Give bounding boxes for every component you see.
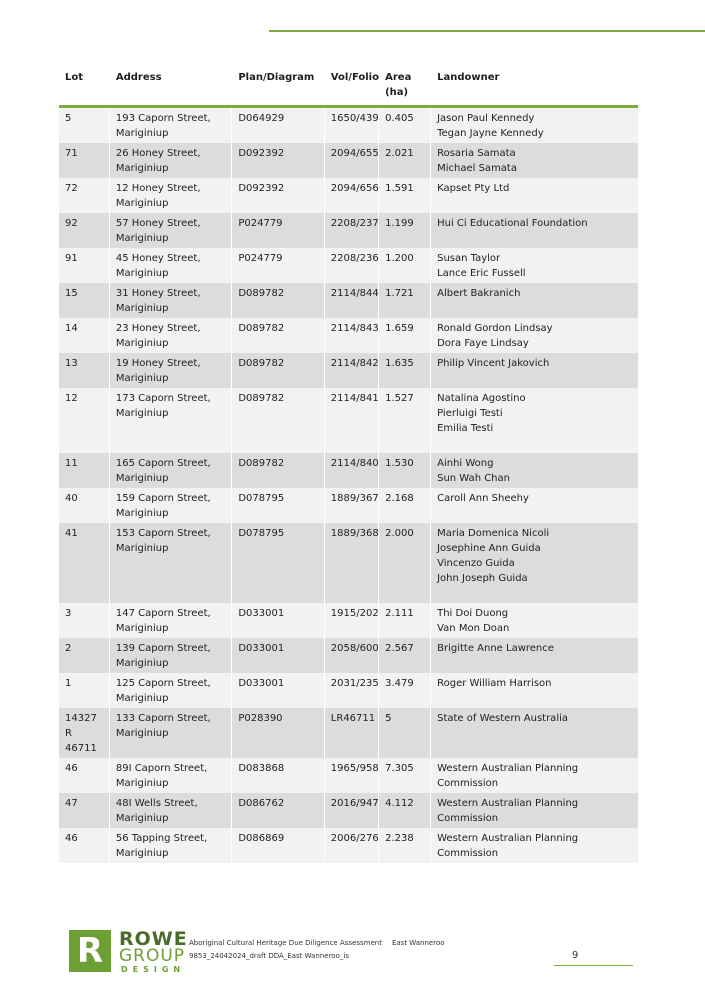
landowner-name: Jason Paul Kennedy [437,113,535,124]
cell-volfolio: 2006/276 [325,828,379,863]
table-row [59,283,638,318]
cell-landowner [431,318,638,353]
header-volfolio: Vol/Folio [325,66,379,108]
cell-lot: 12 [59,388,110,453]
cell-lot: 46 [59,758,110,793]
cell-plan: P024779 [232,213,324,248]
cell-lot: 5 [59,108,110,143]
landowner-name: Ronald Gordon Lindsay [437,323,553,334]
cell-lot: 14 [59,318,110,353]
cell-area: 2.238 [379,828,431,863]
cell-area: 1.659 [379,318,431,353]
doc-title-text: Aboriginal Cultural Heritage Due Diligence Assessment [189,939,382,947]
rowe-group-logo [69,930,209,972]
cell-volfolio: 2094/656 [325,178,379,213]
header-address: Address [110,66,233,108]
cell-plan: D078795 [232,488,324,523]
landowner-name: State of Western Australia [437,713,568,724]
table-row [59,453,638,488]
doc-location: East Wanneroo [391,939,445,947]
landowner-name: Roger William Harrison [437,678,552,689]
header-lot: Lot [59,66,110,108]
cell-volfolio: 1915/202 [325,603,379,638]
cell-lot: 13 [59,353,110,388]
landowner-name: Josephine Ann Guida [437,543,541,554]
cell-volfolio: 2208/237 [325,213,379,248]
cell-address: 153 Caporn Street, Mariginiup [110,523,233,603]
cell-address: 26 Honey Street, Mariginiup [110,143,233,178]
cell-landowner [431,708,638,758]
table-row [59,708,638,758]
cell-plan: P028390 [232,708,324,758]
landowner-name: Hui Ci Educational Foundation [437,218,588,229]
cell-area: 7.305 [379,758,431,793]
cell-volfolio: 2114/843 [325,318,379,353]
cell-landowner [431,673,638,708]
landowner-name: Western Australian Planning Commission [437,763,579,789]
table-row [59,353,638,388]
landowner-name: Vincenzo Guida [437,558,515,569]
cell-area: 1.530 [379,453,431,488]
landowner-name: Maria Domenica Nicoli [437,528,550,539]
cell-landowner [431,523,638,603]
landowner-name: Western Australian Planning Commission [437,833,579,859]
landowner-name: Michael Samata [437,163,517,174]
table-row [59,488,638,523]
cell-area: 1.200 [379,248,431,283]
table-row [59,758,638,793]
cell-plan: D089782 [232,318,324,353]
cell-lot: 47 [59,793,110,828]
landowner-name: Western Australian Planning Commission [437,798,579,824]
cell-address: 19 Honey Street, Mariginiup [110,353,233,388]
header-plan: Plan/Diagram [232,66,324,108]
cell-plan: D064929 [232,108,324,143]
table-row [59,318,638,353]
cell-plan: D083868 [232,758,324,793]
cell-lot: 40 [59,488,110,523]
landowner-name: Natalina Agostino [437,393,526,404]
landowner-name: Philip Vincent Jakovich [437,358,550,369]
cell-landowner [431,108,638,143]
cell-area: 2.168 [379,488,431,523]
cell-area: 1.527 [379,388,431,453]
cell-landowner [431,758,638,793]
cell-landowner [431,388,638,453]
cell-lot: 91 [59,248,110,283]
cell-volfolio: 2031/235 [325,673,379,708]
cell-volfolio: 1965/958 [325,758,379,793]
cell-plan: D086762 [232,793,324,828]
cell-address: 56 Tapping Street, Mariginiup [110,828,233,863]
header-area: Area (ha) [379,66,431,108]
cell-area: 2.021 [379,143,431,178]
cell-plan: D033001 [232,638,324,673]
table-row [59,248,638,283]
cell-address: 31 Honey Street, Mariginiup [110,283,233,318]
cell-volfolio: 1889/368 [325,523,379,603]
logo-r-icon: R [76,931,104,971]
cell-plan: D092392 [232,143,324,178]
landowner-name [437,586,632,601]
cell-area: 2.567 [379,638,431,673]
cell-plan: D089782 [232,453,324,488]
table-header-row [59,66,638,108]
table-row [59,388,638,453]
cell-address: 193 Caporn Street, Mariginiup [110,108,233,143]
cell-plan: D033001 [232,603,324,638]
cell-plan: D086869 [232,828,324,863]
cell-lot: 46 [59,828,110,863]
page-footer [0,925,705,997]
cell-plan: D092392 [232,178,324,213]
cell-area: 1.199 [379,213,431,248]
cell-plan: P024779 [232,248,324,283]
cell-landowner [431,353,638,388]
cell-volfolio: 2058/600 [325,638,379,673]
cell-area: 4.112 [379,793,431,828]
cell-volfolio: 2208/236 [325,248,379,283]
landowner-name: Brigitte Anne Lawrence [437,643,554,654]
landowner-table [59,66,638,863]
landowner-name: Sun Wah Chan [437,473,510,484]
logo-word-rowe: ROWE [119,928,188,950]
table-row [59,108,638,143]
cell-lot: 2 [59,638,110,673]
landowner-name: Lance Eric Fussell [437,268,526,279]
cell-lot: 92 [59,213,110,248]
landowner-name: Caroll Ann Sheehy [437,493,529,504]
cell-address: 165 Caporn Street, Mariginiup [110,453,233,488]
logo-word-group: GROUP [119,946,186,966]
page-number: 9 [572,950,579,961]
cell-volfolio: 2114/840 [325,453,379,488]
cell-volfolio: 1889/367 [325,488,379,523]
landowner-name: John Joseph Guida [437,573,528,584]
table-row [59,793,638,828]
cell-plan: D089782 [232,283,324,318]
cell-landowner [431,828,638,863]
cell-volfolio: 2114/842 [325,353,379,388]
landowner-name: Rosaria Samata [437,148,516,159]
cell-landowner [431,488,638,523]
cell-volfolio: 2094/655 [325,143,379,178]
landowner-name: Dora Faye Lindsay [437,338,529,349]
landowner-name: Pierluigi Testi [437,408,503,419]
cell-lot: 11 [59,453,110,488]
cell-landowner [431,143,638,178]
table-row [59,523,638,603]
cell-landowner [431,283,638,318]
cell-address: 173 Caporn Street, Mariginiup [110,388,233,453]
cell-volfolio: 1650/439 [325,108,379,143]
cell-area: 2.000 [379,523,431,603]
landowner-name: Emilia Testi [437,423,494,434]
cell-landowner [431,603,638,638]
cell-lot: 41 [59,523,110,603]
table-row [59,213,638,248]
footer-doc-ref: 9853_24042024_draft DDA_East Wanneroo_is [189,952,349,960]
cell-plan: D089782 [232,353,324,388]
landowner-name: Tegan Jayne Kennedy [437,128,544,139]
cell-address: 45 Honey Street, Mariginiup [110,248,233,283]
cell-address: 125 Caporn Street, Mariginiup [110,673,233,708]
cell-address: 23 Honey Street, Mariginiup [110,318,233,353]
cell-address: 12 Honey Street, Mariginiup [110,178,233,213]
cell-area: 3.479 [379,673,431,708]
landowner-name: Thi Doi Duong [437,608,509,619]
landowner-name: Van Mon Doan [437,623,510,634]
cell-lot: 3 [59,603,110,638]
cell-landowner [431,453,638,488]
table-row [59,828,638,863]
table-row [59,143,638,178]
cell-landowner [431,638,638,673]
cell-volfolio: 2016/947 [325,793,379,828]
landowner-name: Albert Bakranich [437,288,521,299]
cell-landowner [431,248,638,283]
table-row [59,673,638,708]
page-number-rule [554,965,633,966]
cell-address: 159 Caporn Street, Mariginiup [110,488,233,523]
cell-area: 5 [379,708,431,758]
logo-word-design: DESIGN [121,965,186,974]
cell-lot: 71 [59,143,110,178]
landowner-name: Susan Taylor [437,253,501,264]
header-landowner: Landowner [431,66,638,108]
cell-lot: 15 [59,283,110,318]
landowner-name [437,436,632,451]
cell-landowner [431,793,638,828]
footer-doc-title [189,938,445,948]
table-row [59,603,638,638]
cell-volfolio: LR46711 [325,708,379,758]
cell-area: 0.405 [379,108,431,143]
cell-plan: D033001 [232,673,324,708]
cell-landowner [431,178,638,213]
cell-address: 48I Wells Street, Mariginiup [110,793,233,828]
cell-volfolio: 2114/841 [325,388,379,453]
cell-area: 1.721 [379,283,431,318]
cell-lot: 14327 R 46711 [59,708,110,758]
cell-plan: D089782 [232,388,324,453]
cell-area: 2.111 [379,603,431,638]
cell-address: 139 Caporn Street, Mariginiup [110,638,233,673]
cell-address: 57 Honey Street, Mariginiup [110,213,233,248]
cell-plan: D078795 [232,523,324,603]
table-row [59,638,638,673]
cell-area: 1.591 [379,178,431,213]
cell-area: 1.635 [379,353,431,388]
landowner-name: Ainhi Wong [437,458,494,469]
cell-address: 133 Caporn Street, Mariginiup [110,708,233,758]
cell-lot: 72 [59,178,110,213]
cell-lot: 1 [59,673,110,708]
landowner-name: Kapset Pty Ltd [437,183,510,194]
cell-landowner [431,213,638,248]
cell-volfolio: 2114/844 [325,283,379,318]
cell-address: 147 Caporn Street, Mariginiup [110,603,233,638]
table-row [59,178,638,213]
cell-address: 89I Caporn Street, Mariginiup [110,758,233,793]
header-rule [269,30,705,32]
